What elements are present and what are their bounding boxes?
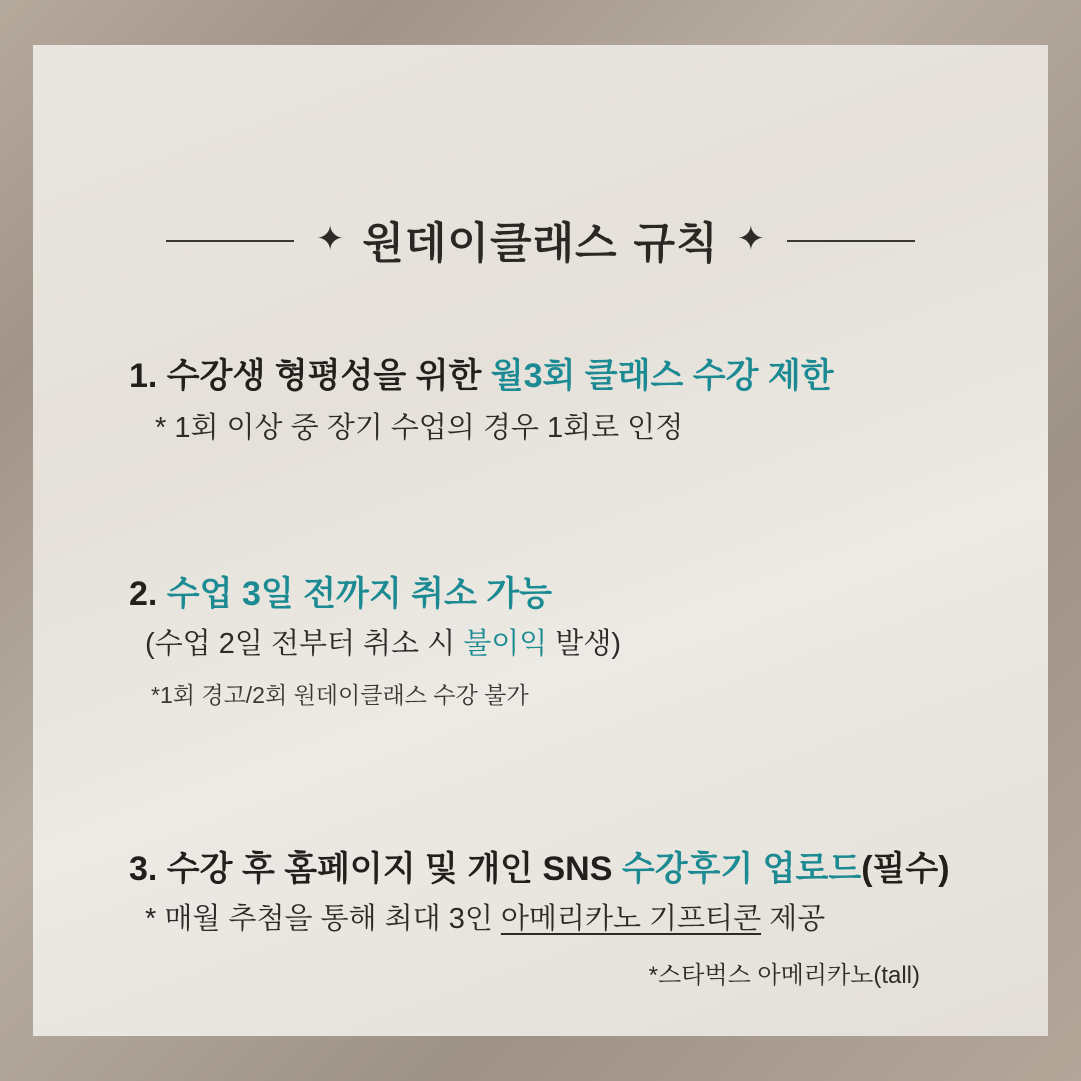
rule-3-main-plain-before: 수강 후 홈페이지 및 개인 SNS — [157, 850, 622, 889]
rule-2-sub — [129, 626, 1048, 664]
sparkle-left-icon: ✦ — [315, 219, 345, 258]
rules-list — [33, 335, 1048, 990]
rule-1-main — [129, 355, 1048, 398]
rule-2-sub-after: 발생) — [547, 627, 621, 660]
rule-3-main-plain-after: (필수) — [861, 850, 950, 889]
rule-item-2 — [33, 573, 1048, 710]
rule-2-note: *1회 경고/2회 원데이클래스 수강 불가 — [151, 682, 529, 709]
rule-3-sub — [129, 901, 1048, 939]
rule-3-sub-before: * 매월 추첨을 통해 최대 3인 — [145, 902, 501, 935]
rule-2-sub-before: (수업 2일 전부터 취소 시 — [145, 627, 464, 660]
rule-1-main-plain: 수강생 형평성을 위한 — [157, 357, 491, 395]
rule-3-main-accent: 수강후기 업로드 — [621, 850, 862, 889]
title-block — [316, 210, 765, 271]
rule-2-main — [129, 573, 1048, 616]
rule-item-3 — [33, 848, 1048, 989]
rule-3-sub-underline: 아메리카노 기프티콘 — [500, 902, 762, 935]
rule-2-main-accent: 수업 3일 전까지 취소 가능 — [157, 575, 552, 614]
rule-1-main-accent: 월3회 클래스 수강 제한 — [490, 357, 834, 395]
rule-3-main — [129, 848, 1048, 891]
title-divider-right — [787, 240, 915, 242]
title-divider-left — [166, 240, 294, 242]
page-title: 원데이클래스 규칙 — [362, 219, 719, 269]
rule-3-note: *스타벅스 아메리카노(tall) — [648, 961, 920, 989]
poster-title-row — [33, 210, 1048, 271]
rule-3-sub-after: 제공 — [761, 902, 826, 935]
rule-1-sub: * 1회 이상 중 장기 수업의 경우 1회로 인정 — [155, 411, 684, 444]
rule-3-number: 3. — [129, 850, 158, 889]
poster-card — [33, 45, 1048, 1036]
rule-1-number: 1. — [129, 357, 158, 395]
rule-item-1 — [33, 355, 1048, 447]
sparkle-right-icon: ✦ — [736, 219, 766, 258]
rule-2-number: 2. — [129, 575, 158, 614]
rule-2-sub-accent: 불이익 — [463, 627, 548, 660]
